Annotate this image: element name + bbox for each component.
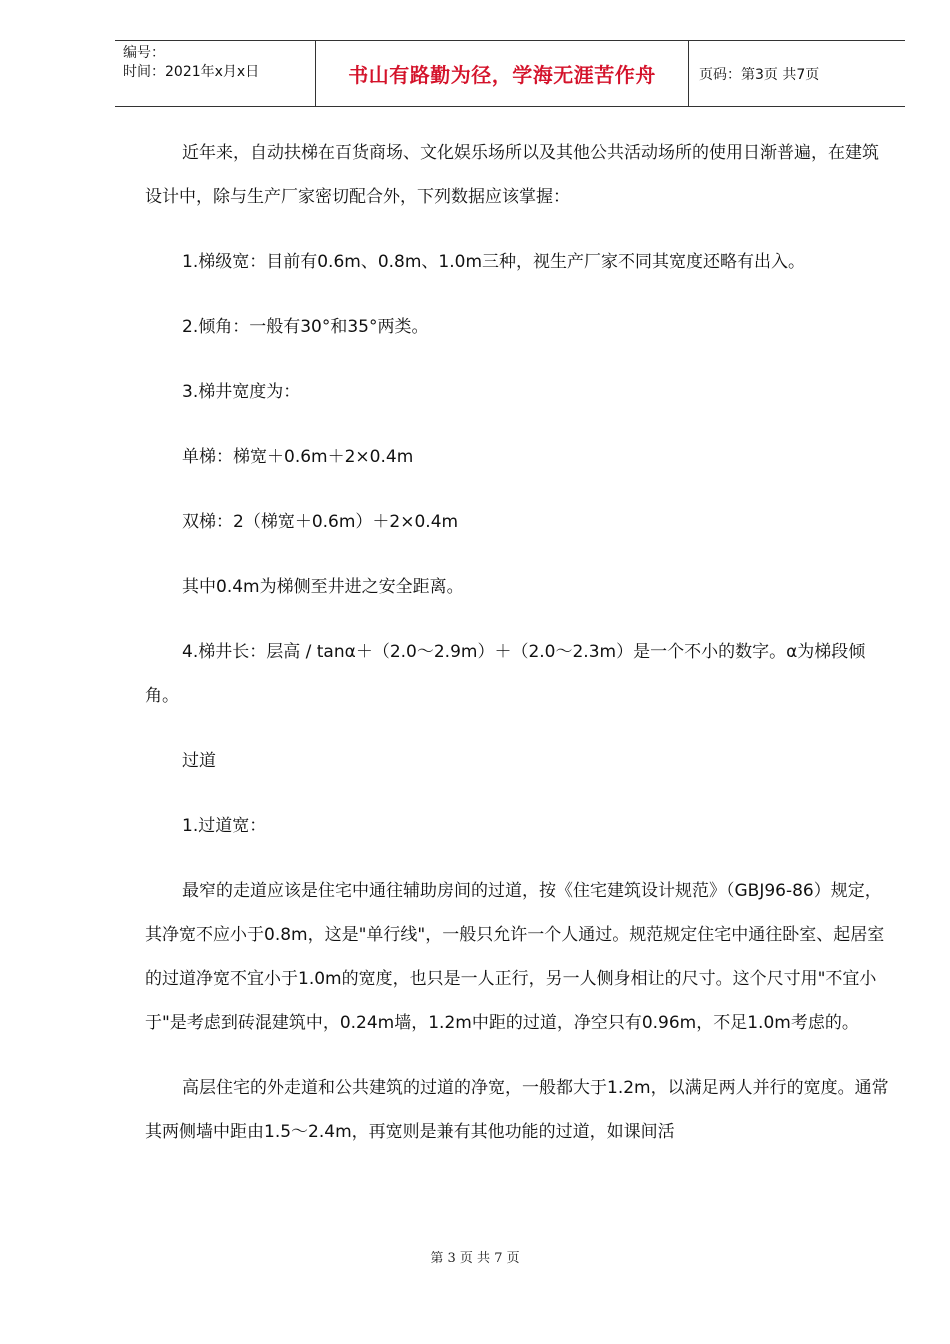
header-page-number: 页码：第3页 共7页 — [699, 66, 820, 83]
header-meta — [115, 41, 316, 106]
body-paragraph: 最窄的走道应该是住宅中通往辅助房间的过道，按《住宅建筑设计规范》（GBJ96-86）规定，其净宽不应小于0.8m，这是"单行线"，一般只允许一个人通过。规范规定住宅中通往卧室、起居室的过道净宽不宜小于1.0m的宽度，也只是一人正行，另一人侧身相让的尺寸。这个尺寸用"不宜小于"是考虑到砖混建筑中，0.24m墙，1.2m中距的过道，净空只有0.96m，不足1.0m考虑的。 — [145, 881, 885, 1033]
body-paragraph: 4.梯井长：层高 / tanα＋（2.0～2.9m）＋（2.0～2.3m）是一个不小的数字。α为梯段倾角。 — [145, 642, 866, 706]
body-paragraph: 1.过道宽： — [182, 816, 267, 836]
body-paragraph: 近年来，自动扶梯在百货商场、文化娱乐场所以及其他公共活动场所的使用日渐普遍，在建筑设计中，除与生产厂家密切配合外，下列数据应该掌握： — [145, 143, 879, 207]
header-motto: 书山有路勤为径，学海无涯苦作舟 — [316, 41, 689, 106]
document-time-label: 时间：2021年x月x日 — [123, 64, 260, 80]
body-paragraph: 单梯：梯宽＋0.6m＋2×0.4m — [182, 447, 414, 467]
body-paragraph: 其中0.4m为梯侧至井进之安全距离。 — [182, 577, 464, 597]
body-paragraph: 3.梯井宽度为： — [182, 382, 301, 402]
document-number-label: 编号： — [123, 45, 165, 61]
page-footer: 第 3 页 共 7 页 — [430, 1251, 520, 1266]
section-heading: 过道 — [182, 751, 216, 771]
page-header — [115, 40, 905, 107]
body-paragraph: 2.倾角：一般有30°和35°两类。 — [182, 317, 429, 337]
body-paragraph: 高层住宅的外走道和公共建筑的过道的净宽，一般都大于1.2m，以满足两人并行的宽度。通常其两侧墙中距由1.5～2.4m，再宽则是兼有其他功能的过道，如课间活 — [145, 1078, 889, 1142]
body-paragraph: 双梯：2（梯宽＋0.6m）＋2×0.4m — [182, 512, 459, 532]
document-body — [145, 131, 895, 1175]
body-paragraph: 1.梯级宽：目前有0.6m、0.8m、1.0m三种，视生产厂家不同其宽度还略有出入。 — [182, 252, 806, 272]
